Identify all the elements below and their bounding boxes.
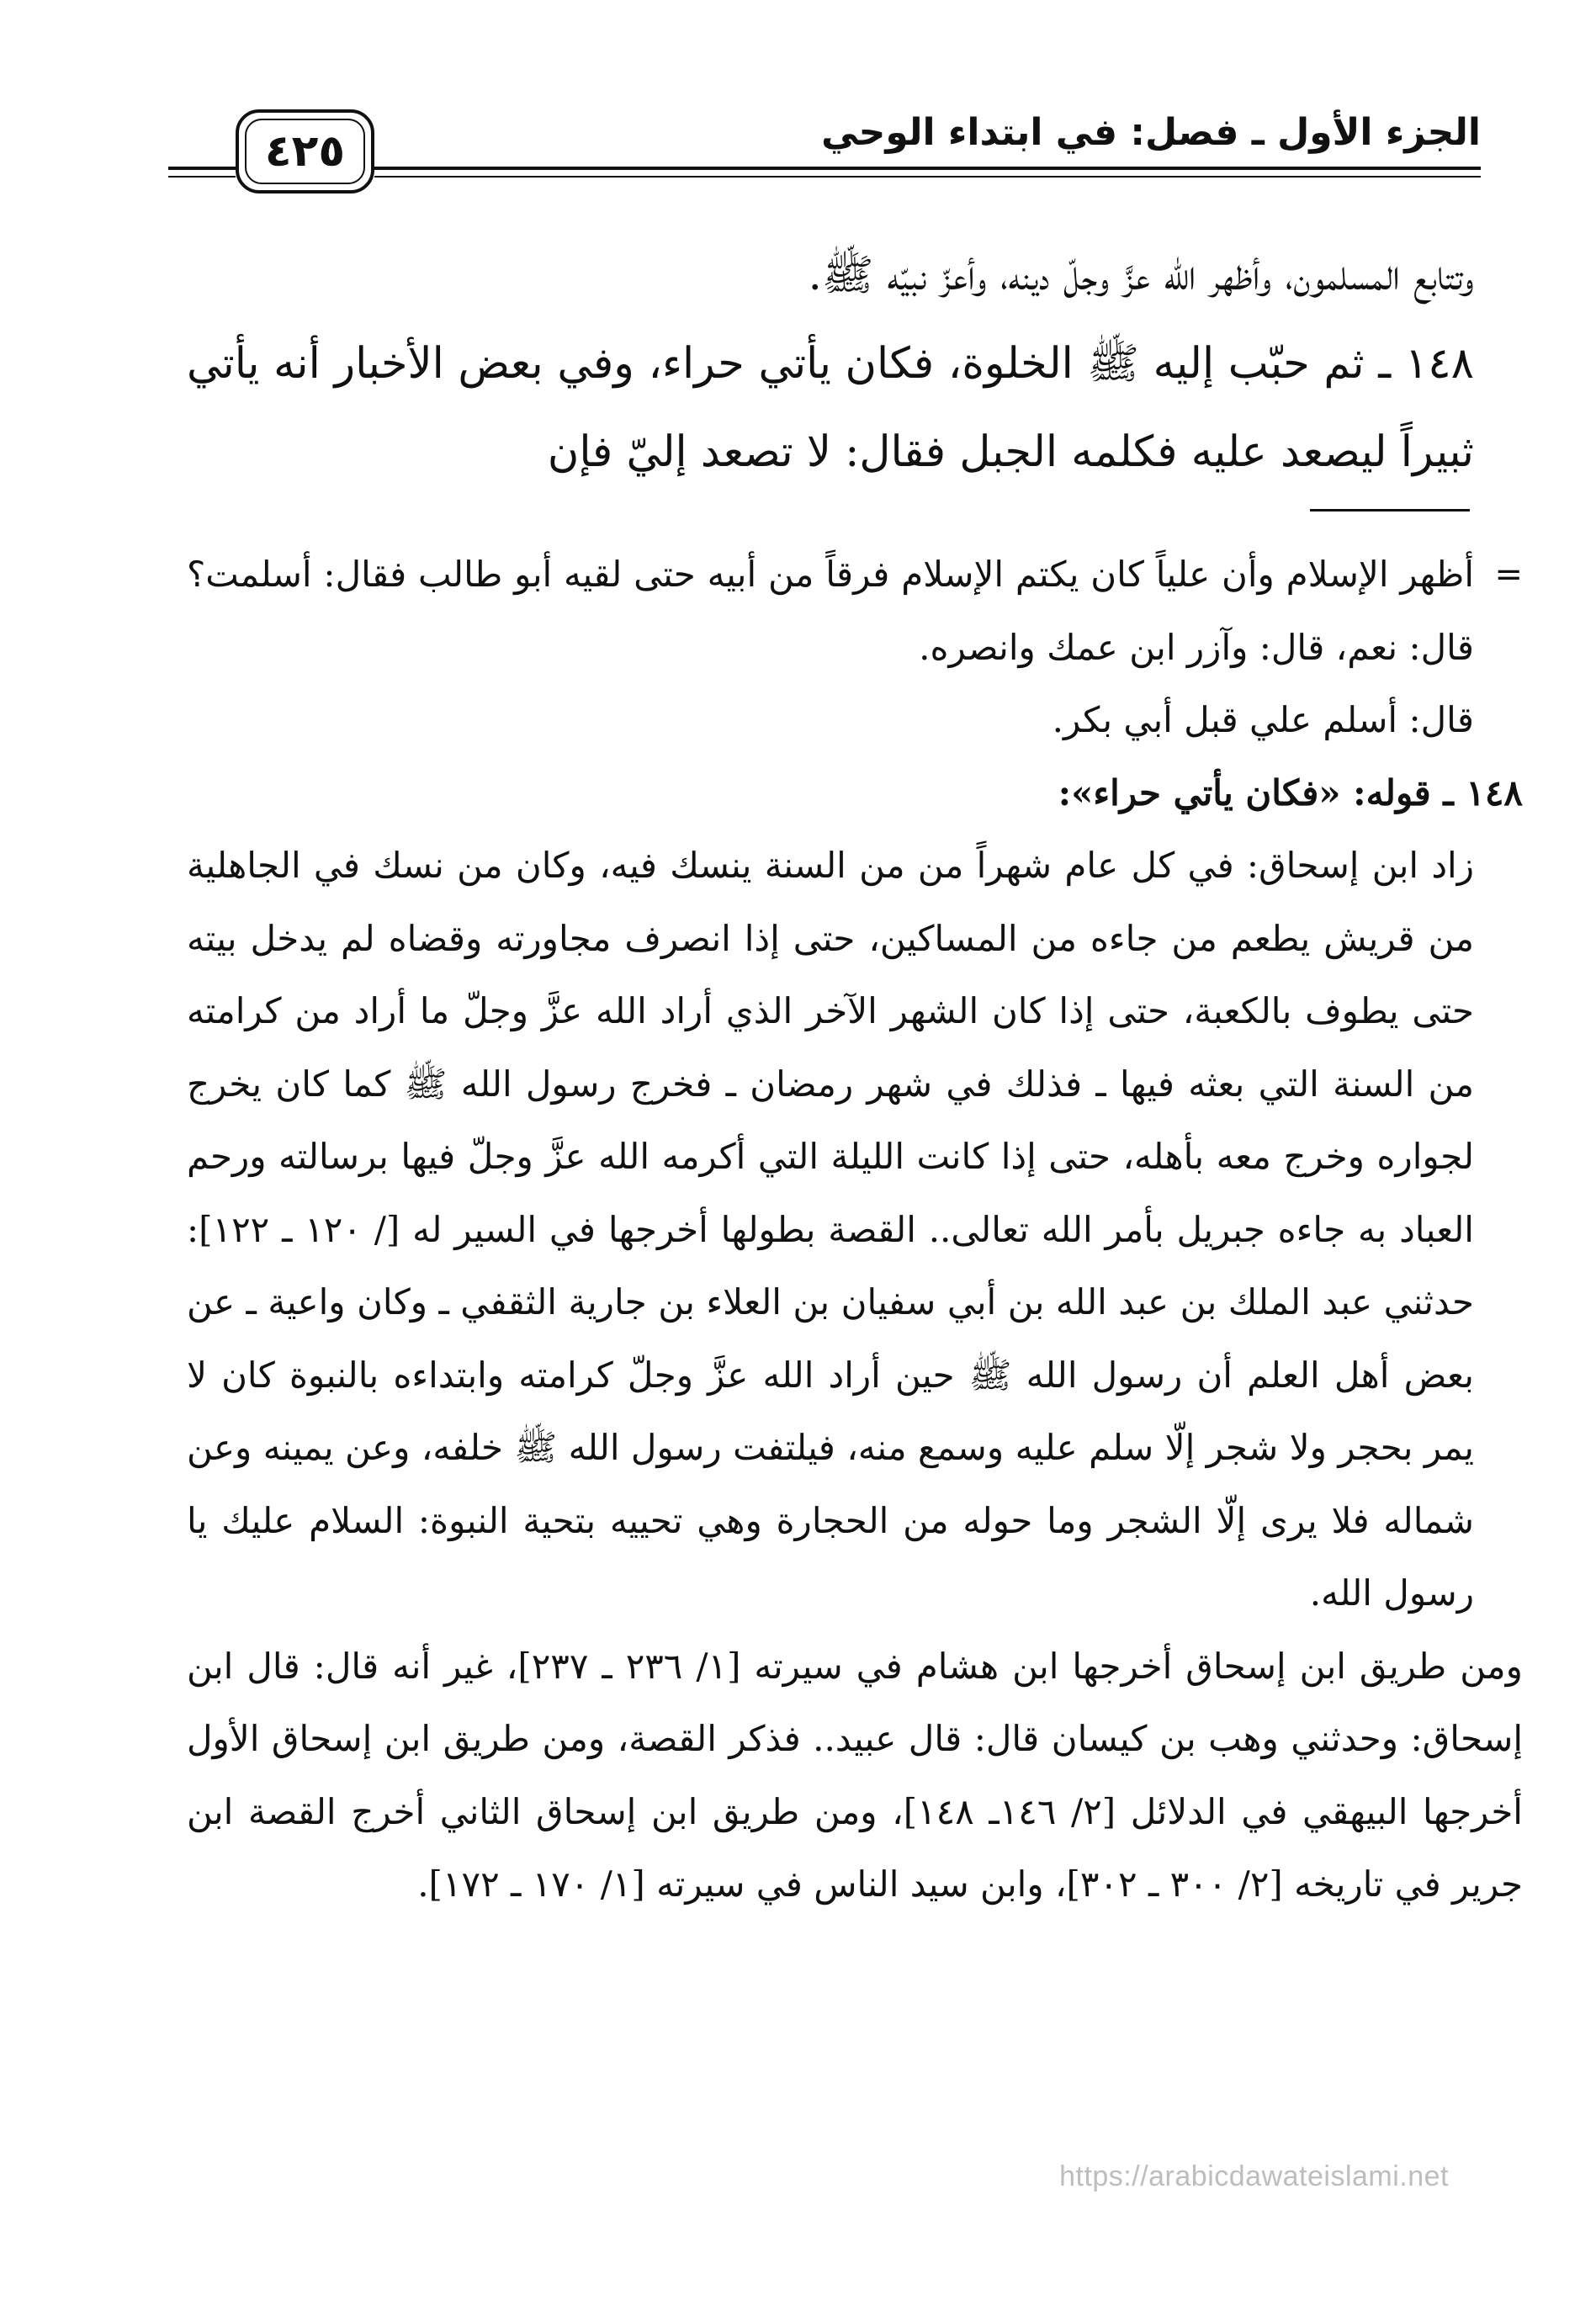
page-number-frame (236, 109, 374, 193)
header-rule (374, 167, 1481, 178)
footnote-heading: ١٤٨ ـ قوله: «فكان يأتي حراء»: (1058, 771, 1523, 814)
footnote-closing: ومن طريق ابن إسحاق أخرجها ابن هشام في سيرته [١/ ٢٣٦ ـ ٢٣٧]، غير أنه قال: قال ابن إسحاق: وحدثني وهب بن كيسان قال: قال عبيد.. فذكر القصة، ومن طريق ابن إسحاق الأول أخرجها البيهقي في الدلائل [٢/ ١٤٦ـ ١٤٨]، ومن طريق ابن إسحاق الثاني أخرج القصة ابن جرير في تاريخه [٢/ ٣٠٠ ـ ٣٠٢]، وابن سيد الناس في سيرته [١/ ١٧٠ ـ ١٧٢]. (187, 1645, 1523, 1905)
footnote-continuation (187, 538, 1523, 757)
continuation-mark: = (1494, 555, 1523, 594)
main-paragraph: ١٤٨ ـ ثم حبّب إليه ﷺ الخلوة، فكان يأتي حراء، وفي بعض الأخبار أنه يأتي ثبيراً ليصعد عليه فكلمه الجبل فقال: لا تصعد إليّ فإن (187, 339, 1474, 477)
footnote-paragraph: أظهر الإسلام وأن علياً كان يكتم الإسلام فرقاً من أبيه حتى لقيه أبو طالب فقال: أسلمت؟ قال: نعم، قال: وآزر ابن عمك وانصره. (187, 554, 1474, 668)
watermark-url: https://arabicdawateislami.net (1059, 2160, 1449, 2192)
page-number: ٤٢٥ (264, 126, 346, 177)
footnote-paragraph: قال: أسلم علي قبل أبي بكر. (1052, 699, 1474, 740)
footnotes (187, 538, 1523, 1921)
header-rule-left (168, 167, 236, 178)
main-text (187, 231, 1474, 496)
footnote-separator (1310, 509, 1470, 511)
main-paragraph: وتتابع المسلمون، وأظهر الله عزَّ وجلّ دينه، وأعزّ نبيّه ﷺ. (808, 251, 1474, 300)
page-header (168, 93, 1481, 202)
footnote-body: زاد ابن إسحاق: في كل عام شهراً من من السنة ينسك فيه، وكان من نسك في الجاهلية من قريش يطعم من جاءه من المساكين، حتى إذا انصرف مجاورته وقضاه لم يدخل بيته حتى يطوف بالكعبة، حتى إذا كان الشهر الآخر الذي أراد الله عزَّ وجلّ ما أراد من كرامته من السنة التي بعثه فيها ـ فذلك في شهر رمضان ـ فخرج رسول الله ﷺ كما كان يخرج لجواره وخرج معه بأهله، حتى إذا كانت الليلة التي أكرمه الله عزَّ وجلّ فيها برسالته ورحم العباد به جاءه جبريل بأمر الله تعالى.. القصة بطولها أخرجها في السير له [/ ١٢٠ ـ ١٢٢]: حدثني عبد الملك بن عبد الله بن أبي سفيان بن العلاء بن جارية الثقفي ـ وكان واعية ـ عن بعض أهل العلم أن رسول الله ﷺ حين أراد الله عزَّ وجلّ كرامته وابتداءه بالنبوة كان لا يمر بحجر ولا شجر إلّا سلم عليه وسمع منه، فيلتفت رسول الله ﷺ خلفه، وعن يمينه وعن شماله فلا يرى إلّا الشجر وما حوله من الحجارة وهي تحييه بتحية النبوة: السلام عليك يا رسول الله. (187, 845, 1474, 1614)
running-title: الجزء الأول ـ فصل: في ابتداء الوحي (821, 111, 1481, 154)
